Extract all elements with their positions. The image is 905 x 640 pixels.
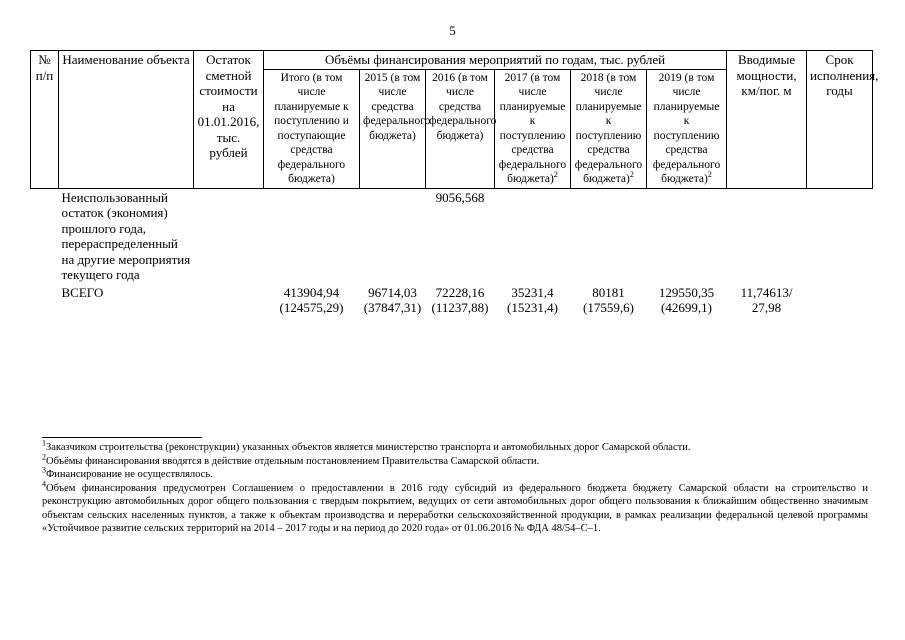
row-capacity: 11,74613/ 27,98 (740, 284, 793, 315)
header-total: Итого (в том числе планируемые к поступлению и поступающие средства федерального бюджета) (264, 69, 360, 188)
header-balance: Остаток сметной стоимости на 01.01.2016, тыс. рублей (194, 51, 264, 189)
row-2018: 80181 (17559,6) (583, 284, 634, 315)
row-2016: 9056,568 (435, 189, 485, 205)
header-2015: 2015 (в том числе средства федерального бюджета) (360, 69, 426, 188)
row-name: ВСЕГО (61, 284, 104, 300)
row-2017: 35231,4 (15231,4) (507, 284, 558, 315)
header-2016: 2016 (в том числе средства федерального бюджета) (426, 69, 495, 188)
footnote-2: $^2$Объёмы финансирования вводятся в действие отдельным постановлением Правительства Самарской области. (42, 452, 540, 467)
header-2017: 2017 (в том числе планируемые к поступлению средства федерального бюджета)$^2$ (495, 69, 571, 188)
row-2019: 129550,35 (42699,1) (658, 284, 715, 315)
row-total: 413904,94 (124575,29) (279, 284, 344, 315)
header-2019: 2019 (в том числе планируемые к поступлению средства федерального бюджета)$^2$ (647, 69, 727, 188)
header-financing-group: Объёмы финансирования мероприятий по годам, тыс. рублей (264, 51, 727, 70)
footnote-3: $^3$Финансирование не осуществлялось. (42, 465, 213, 480)
header-term: Срок исполнения, годы (807, 51, 873, 189)
footnote-4: $^4$Объем финансирования предусмотрен Соглашением о предоставлении в 2016 году субсидий из федерального бюджета бюджету Самарской области на строительство и реконструкцию автомобильных дорог общего пользования с твердым покрытием, ведущих от сети автомобильных дорог общего пользования к ближайшим общественно значимым объектам сельских населенных пунктов, а также к объектам производства и переработки сельскохозяйственной продукции, в рамках реализации федеральной целевой программы «Устойчивое развитие сельских территорий на 2014 – 2017 годы и на период до 2020 года» от 01.06.2016 № ФДА 48/54–С–1. (42, 479, 868, 534)
header-num: № п/п (31, 51, 59, 189)
row-2015: 96714,03 (37847,31) (363, 284, 422, 315)
row-name: Неиспользованный остаток (экономия) прошлого года, перераспределенный на другие мероприятия текущего года (61, 189, 191, 282)
footnote-divider (42, 437, 202, 438)
table-row (31, 284, 873, 317)
header-2018: 2018 (в том числе планируемые к поступлению средства федерального бюджета)$^2$ (571, 69, 647, 188)
table-row (31, 188, 873, 284)
header-name: Наименование объекта (59, 51, 194, 189)
header-capacity: Вводимые мощности, км/пог. м (727, 51, 807, 189)
footnotes (42, 438, 868, 536)
financing-table (30, 50, 879, 317)
row-2016: 72228,16 (11237,88) (431, 284, 489, 315)
page-number: 5 (449, 23, 456, 38)
footnote-1: $^1$Заказчиком строительства (реконструкции) указанных объектов является министерство транспорта и автомобильных дорог Самарской области. (42, 438, 691, 453)
